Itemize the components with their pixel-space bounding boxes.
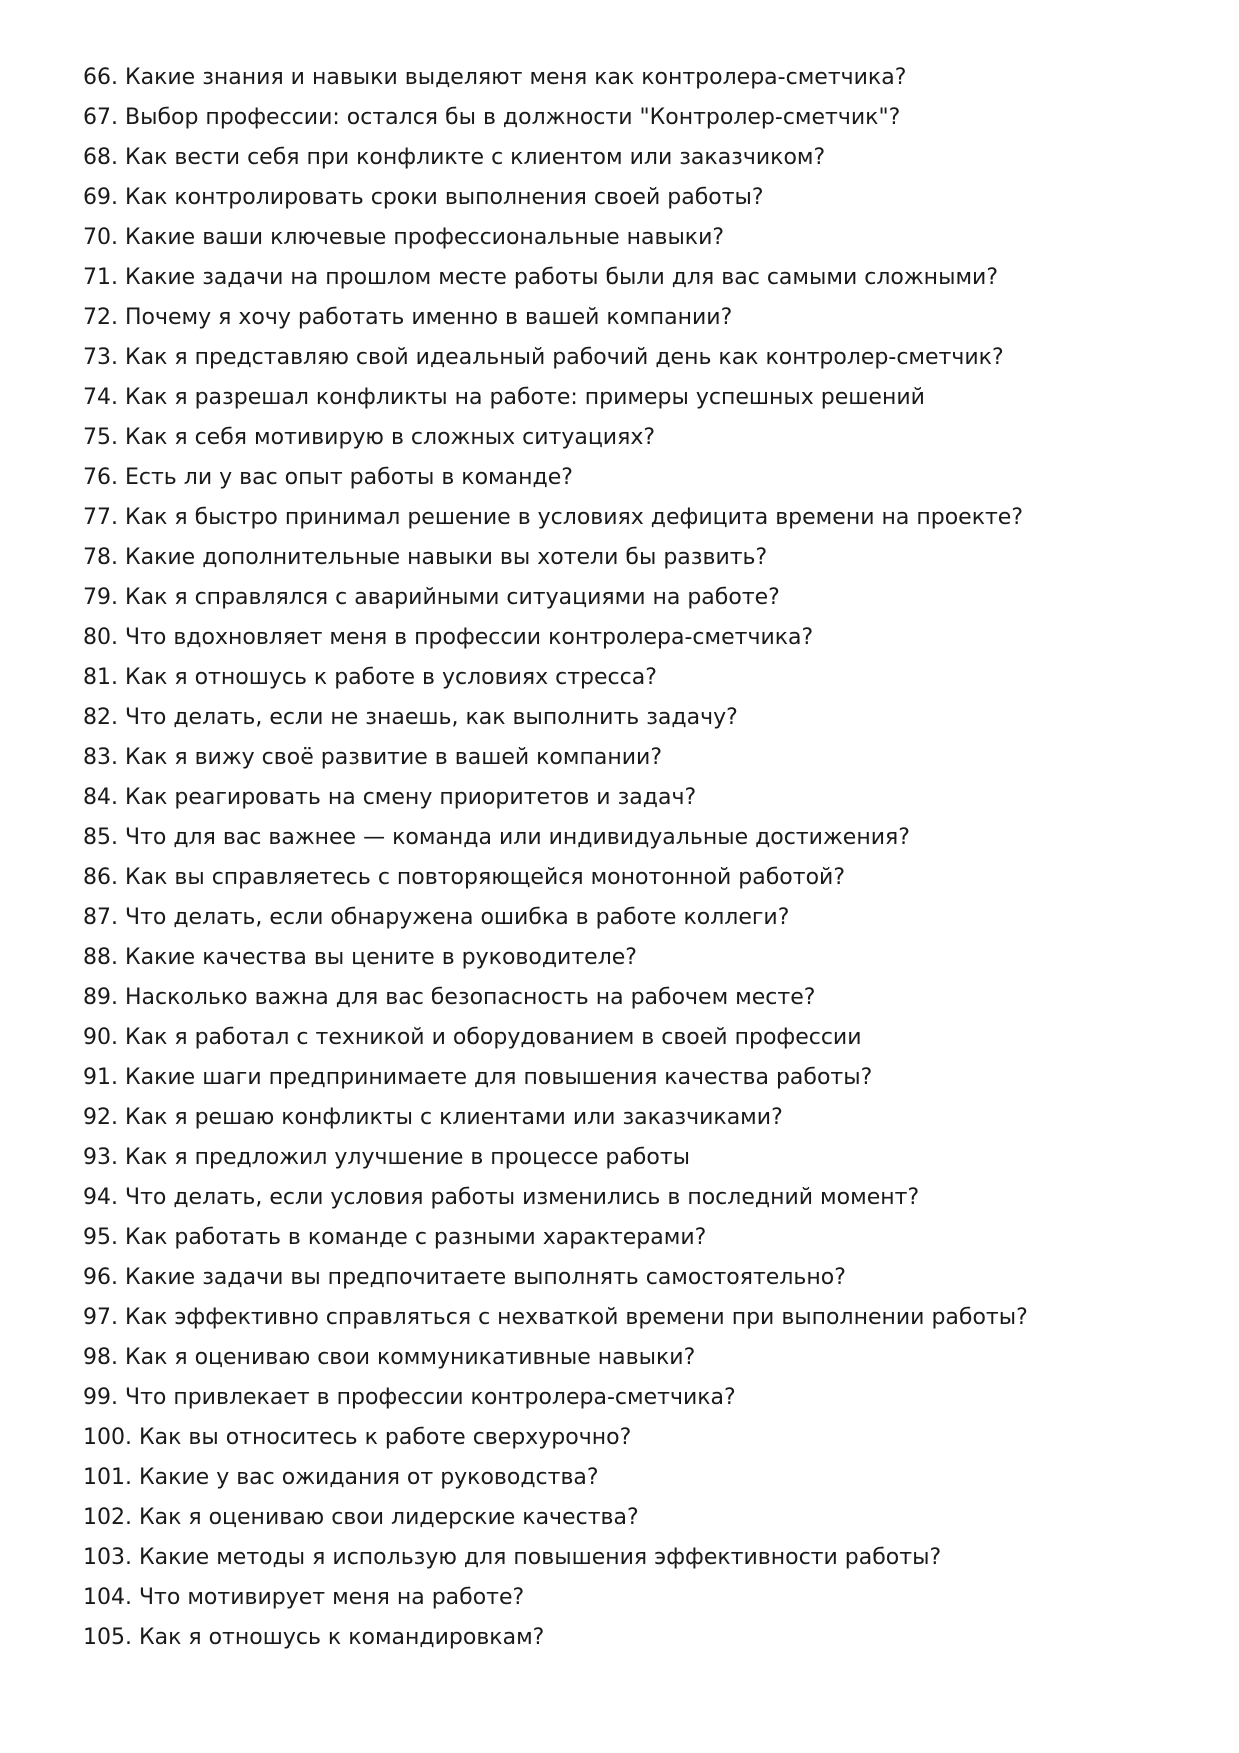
list-item: 82. Что делать, если не знаешь, как выполнить задачу? (83, 705, 738, 730)
document-page (83, 58, 1183, 1658)
list-item: 83. Как я вижу своё развитие в вашей компании? (83, 745, 663, 770)
list-item: 95. Как работать в команде с разными характерами? (83, 1225, 707, 1250)
list-item: 81. Как я отношусь к работе в условиях стресса? (83, 665, 657, 690)
list-item: 85. Что для вас важнее — команда или индивидуальные достижения? (83, 825, 910, 850)
list-item: 86. Как вы справляетесь с повторяющейся монотонной работой? (83, 865, 846, 890)
list-item: 68. Как вести себя при конфликте с клиентом или заказчиком? (83, 145, 826, 170)
list-item: 88. Какие качества вы цените в руководителе? (83, 945, 637, 970)
list-item: 75. Как я себя мотивирую в сложных ситуациях? (83, 425, 656, 450)
list-item: 87. Что делать, если обнаружена ошибка в работе коллеги? (83, 905, 790, 930)
question-list (83, 58, 1183, 1658)
list-item: 72. Почему я хочу работать именно в вашей компании? (83, 305, 733, 330)
list-item: 74. Как я разрешал конфликты на работе: примеры успешных решений (83, 385, 925, 410)
list-item: 80. Что вдохновляет меня в профессии контролера-сметчика? (83, 625, 814, 650)
list-item: 93. Как я предложил улучшение в процессе работы (83, 1145, 691, 1170)
list-item: 84. Как реагировать на смену приоритетов и задач? (83, 785, 697, 810)
list-item: 76. Есть ли у вас опыт работы в команде? (83, 465, 573, 490)
list-item: 98. Как я оцениваю свои коммуникативные навыки? (83, 1345, 696, 1370)
list-item: 96. Какие задачи вы предпочитаете выполнять самостоятельно? (83, 1265, 846, 1290)
list-item: 103. Какие методы я использую для повышения эффективности работы? (83, 1545, 942, 1570)
list-item: 66. Какие знания и навыки выделяют меня как контролера-сметчика? (83, 65, 907, 90)
list-item: 69. Как контролировать сроки выполнения своей работы? (83, 185, 764, 210)
list-item: 99. Что привлекает в профессии контролера-сметчика? (83, 1385, 736, 1410)
list-item: 78. Какие дополнительные навыки вы хотели бы развить? (83, 545, 768, 570)
list-item: 73. Как я представляю свой идеальный рабочий день как контролер-сметчик? (83, 345, 1004, 370)
list-item: 89. Насколько важна для вас безопасность на рабочем месте? (83, 985, 816, 1010)
list-item: 90. Как я работал с техникой и оборудованием в своей профессии (83, 1025, 862, 1050)
list-item: 102. Как я оцениваю свои лидерские качества? (83, 1505, 639, 1530)
list-item: 101. Какие у вас ожидания от руководства? (83, 1465, 599, 1490)
list-item: 91. Какие шаги предпринимаете для повышения качества работы? (83, 1065, 873, 1090)
list-item: 105. Как я отношусь к командировкам? (83, 1625, 545, 1650)
list-item: 104. Что мотивирует меня на работе? (83, 1585, 525, 1610)
list-item: 71. Какие задачи на прошлом месте работы были для вас самыми сложными? (83, 265, 999, 290)
list-item: 97. Как эффективно справляться с нехваткой времени при выполнении работы? (83, 1305, 1028, 1330)
list-item: 94. Что делать, если условия работы изменились в последний момент? (83, 1185, 920, 1210)
list-item: 79. Как я справлялся с аварийными ситуациями на работе? (83, 585, 780, 610)
list-item: 67. Выбор профессии: остался бы в должности "Контролер-сметчик"? (83, 105, 901, 130)
list-item: 100. Как вы относитесь к работе сверхурочно? (83, 1425, 632, 1450)
list-item: 70. Какие ваши ключевые профессиональные навыки? (83, 225, 725, 250)
list-item: 77. Как я быстро принимал решение в условиях дефицита времени на проекте? (83, 505, 1024, 530)
list-item: 92. Как я решаю конфликты с клиентами или заказчиками? (83, 1105, 783, 1130)
